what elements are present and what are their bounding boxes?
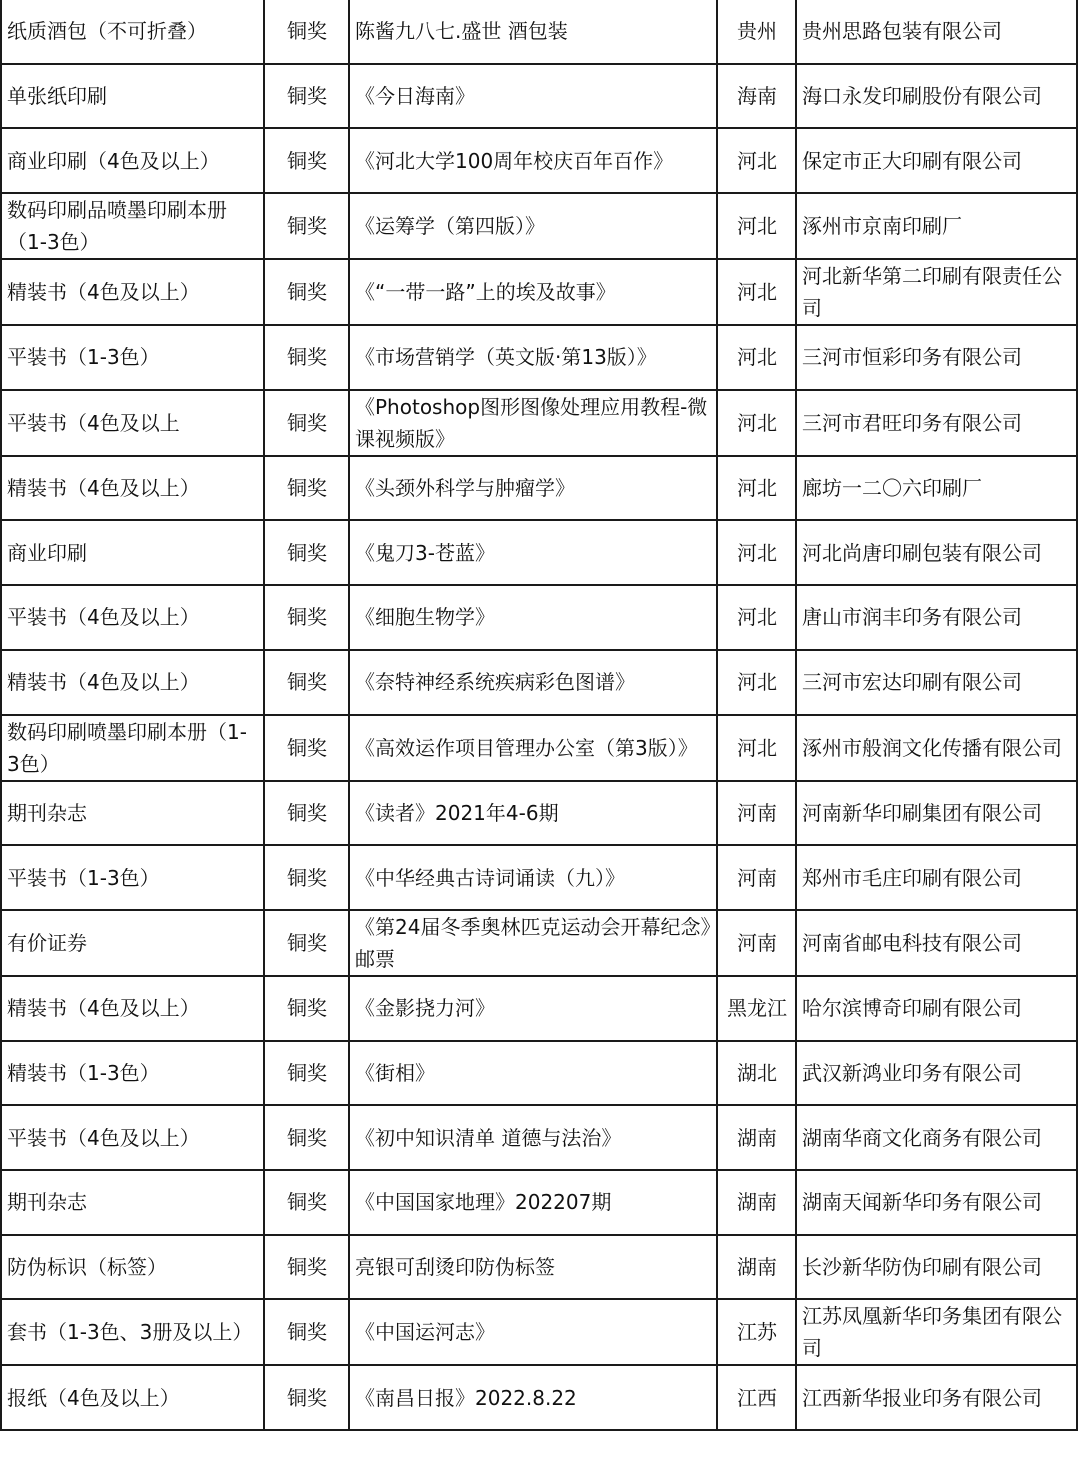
award-cell: 铜奖 (264, 456, 349, 521)
company-cell: 贵州思路包装有限公司 (796, 0, 1077, 64)
award-cell: 铜奖 (264, 585, 349, 650)
category-cell: 有价证券 (1, 910, 264, 976)
table-row (1, 259, 1077, 325)
title-cell: 《今日海南》 (349, 64, 717, 129)
company-cell: 郑州市毛庄印刷有限公司 (796, 845, 1077, 910)
category-cell: 精装书（1-3色） (1, 1041, 264, 1106)
award-cell: 铜奖 (264, 1365, 349, 1430)
award-cell: 铜奖 (264, 715, 349, 781)
title-cell: 陈酱九八七.盛世 酒包装 (349, 0, 717, 64)
province-cell: 贵州 (717, 0, 796, 64)
company-cell: 河北新华第二印刷有限责任公司 (796, 259, 1077, 325)
province-cell: 河北 (717, 585, 796, 650)
table-row (1, 1299, 1077, 1365)
award-table-body (1, 0, 1077, 1430)
table-row (1, 1365, 1077, 1430)
company-cell: 湖南天闻新华印务有限公司 (796, 1170, 1077, 1235)
province-cell: 河北 (717, 520, 796, 585)
company-cell: 海口永发印刷股份有限公司 (796, 64, 1077, 129)
award-cell: 铜奖 (264, 1235, 349, 1300)
table-row (1, 128, 1077, 193)
table-row (1, 193, 1077, 259)
award-cell: 铜奖 (264, 650, 349, 715)
company-cell: 唐山市润丰印务有限公司 (796, 585, 1077, 650)
table-row (1, 1041, 1077, 1106)
category-cell: 数码印刷品喷墨印刷本册（1-3色） (1, 193, 264, 259)
category-cell: 期刊杂志 (1, 781, 264, 846)
award-cell: 铜奖 (264, 390, 349, 456)
table-row (1, 390, 1077, 456)
province-cell: 河南 (717, 845, 796, 910)
province-cell: 湖南 (717, 1105, 796, 1170)
title-cell: 《南昌日报》2022.8.22 (349, 1365, 717, 1430)
province-cell: 江苏 (717, 1299, 796, 1365)
table-row (1, 325, 1077, 390)
award-cell: 铜奖 (264, 325, 349, 390)
category-cell: 精装书（4色及以上） (1, 650, 264, 715)
table-row (1, 1170, 1077, 1235)
title-cell: 《读者》2021年4-6期 (349, 781, 717, 846)
award-cell: 铜奖 (264, 0, 349, 64)
province-cell: 黑龙江 (717, 976, 796, 1041)
company-cell: 保定市正大印刷有限公司 (796, 128, 1077, 193)
table-row (1, 456, 1077, 521)
province-cell: 江西 (717, 1365, 796, 1430)
company-cell: 湖南华商文化商务有限公司 (796, 1105, 1077, 1170)
award-cell: 铜奖 (264, 781, 349, 846)
title-cell: 《奈特神经系统疾病彩色图谱》 (349, 650, 717, 715)
company-cell: 江苏凤凰新华印务集团有限公司 (796, 1299, 1077, 1365)
table-row (1, 781, 1077, 846)
table-row (1, 1105, 1077, 1170)
category-cell: 平装书（1-3色） (1, 325, 264, 390)
company-cell: 武汉新鸿业印务有限公司 (796, 1041, 1077, 1106)
title-cell: 《金影挠力河》 (349, 976, 717, 1041)
title-cell: 《鬼刀3-苍蓝》 (349, 520, 717, 585)
company-cell: 河南新华印刷集团有限公司 (796, 781, 1077, 846)
province-cell: 河北 (717, 193, 796, 259)
title-cell: 《中国国家地理》202207期 (349, 1170, 717, 1235)
company-cell: 河北尚唐印刷包装有限公司 (796, 520, 1077, 585)
category-cell: 套书（1-3色、3册及以上） (1, 1299, 264, 1365)
category-cell: 数码印刷喷墨印刷本册（1-3色） (1, 715, 264, 781)
category-cell: 平装书（4色及以上 (1, 390, 264, 456)
category-cell: 精装书（4色及以上） (1, 259, 264, 325)
category-cell: 单张纸印刷 (1, 64, 264, 129)
title-cell: 《初中知识清单 道德与法治》 (349, 1105, 717, 1170)
table-row (1, 976, 1077, 1041)
title-cell: 《运筹学（第四版）》 (349, 193, 717, 259)
category-cell: 防伪标识（标签） (1, 1235, 264, 1300)
award-cell: 铜奖 (264, 1299, 349, 1365)
province-cell: 湖南 (717, 1170, 796, 1235)
award-cell: 铜奖 (264, 1041, 349, 1106)
award-cell: 铜奖 (264, 193, 349, 259)
title-cell: 《头颈外科学与肿瘤学》 (349, 456, 717, 521)
province-cell: 河北 (717, 390, 796, 456)
province-cell: 河北 (717, 325, 796, 390)
title-cell: 《Photoshop图形图像处理应用教程-微课视频版》 (349, 390, 717, 456)
province-cell: 河北 (717, 259, 796, 325)
category-cell: 平装书（4色及以上） (1, 1105, 264, 1170)
company-cell: 三河市恒彩印务有限公司 (796, 325, 1077, 390)
company-cell: 三河市宏达印刷有限公司 (796, 650, 1077, 715)
table-row (1, 520, 1077, 585)
category-cell: 精装书（4色及以上） (1, 456, 264, 521)
table-row (1, 650, 1077, 715)
award-cell: 铜奖 (264, 976, 349, 1041)
title-cell: 亮银可刮烫印防伪标签 (349, 1235, 717, 1300)
award-cell: 铜奖 (264, 259, 349, 325)
company-cell: 江西新华报业印务有限公司 (796, 1365, 1077, 1430)
category-cell: 精装书（4色及以上） (1, 976, 264, 1041)
table-row (1, 910, 1077, 976)
company-cell: 涿州市般润文化传播有限公司 (796, 715, 1077, 781)
award-cell: 铜奖 (264, 64, 349, 129)
province-cell: 河北 (717, 715, 796, 781)
province-cell: 海南 (717, 64, 796, 129)
province-cell: 湖北 (717, 1041, 796, 1106)
province-cell: 河北 (717, 456, 796, 521)
award-cell: 铜奖 (264, 128, 349, 193)
province-cell: 河南 (717, 781, 796, 846)
table-row (1, 1235, 1077, 1300)
title-cell: 《高效运作项目管理办公室（第3版）》 (349, 715, 717, 781)
province-cell: 河南 (717, 910, 796, 976)
table-row (1, 0, 1077, 64)
province-cell: 河北 (717, 650, 796, 715)
category-cell: 平装书（1-3色） (1, 845, 264, 910)
category-cell: 商业印刷（4色及以上） (1, 128, 264, 193)
company-cell: 廊坊一二〇六印刷厂 (796, 456, 1077, 521)
company-cell: 河南省邮电科技有限公司 (796, 910, 1077, 976)
table-row (1, 64, 1077, 129)
title-cell: 《中国运河志》 (349, 1299, 717, 1365)
category-cell: 商业印刷 (1, 520, 264, 585)
company-cell: 涿州市京南印刷厂 (796, 193, 1077, 259)
table-row (1, 715, 1077, 781)
title-cell: 《“一带一路”上的埃及故事》 (349, 259, 717, 325)
category-cell: 纸质酒包（不可折叠） (1, 0, 264, 64)
company-cell: 哈尔滨博奇印刷有限公司 (796, 976, 1077, 1041)
province-cell: 河北 (717, 128, 796, 193)
company-cell: 长沙新华防伪印刷有限公司 (796, 1235, 1077, 1300)
title-cell: 《中华经典古诗词诵读（九）》 (349, 845, 717, 910)
award-cell: 铜奖 (264, 910, 349, 976)
company-cell: 三河市君旺印务有限公司 (796, 390, 1077, 456)
award-cell: 铜奖 (264, 845, 349, 910)
title-cell: 《市场营销学（英文版·第13版）》 (349, 325, 717, 390)
title-cell: 《第24届冬季奥林匹克运动会开幕纪念》邮票 (349, 910, 717, 976)
category-cell: 报纸（4色及以上） (1, 1365, 264, 1430)
title-cell: 《河北大学100周年校庆百年百作》 (349, 128, 717, 193)
province-cell: 湖南 (717, 1235, 796, 1300)
title-cell: 《街相》 (349, 1041, 717, 1106)
award-cell: 铜奖 (264, 520, 349, 585)
category-cell: 平装书（4色及以上） (1, 585, 264, 650)
table-row (1, 585, 1077, 650)
award-cell: 铜奖 (264, 1170, 349, 1235)
table-row (1, 845, 1077, 910)
award-cell: 铜奖 (264, 1105, 349, 1170)
title-cell: 《细胞生物学》 (349, 585, 717, 650)
category-cell: 期刊杂志 (1, 1170, 264, 1235)
